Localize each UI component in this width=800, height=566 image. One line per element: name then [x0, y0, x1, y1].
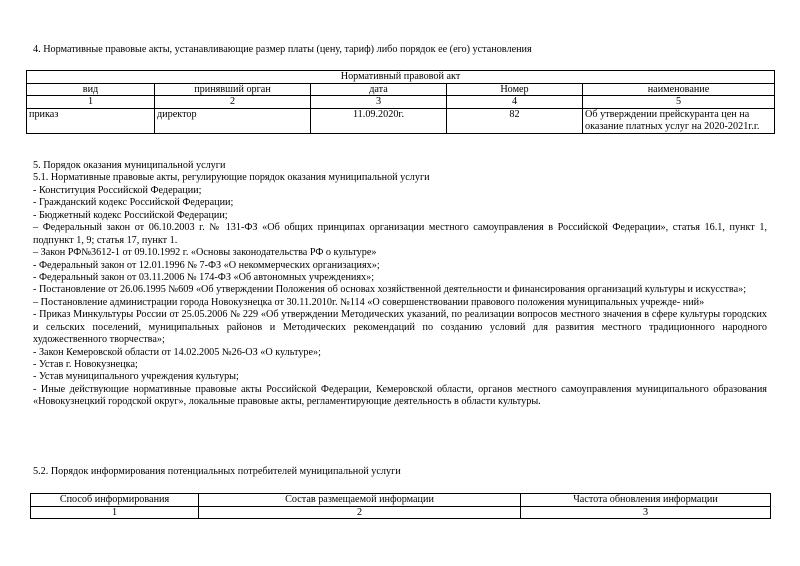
column-header: наименование	[583, 83, 775, 96]
fee-acts-table	[26, 70, 775, 134]
table-number-row	[31, 506, 771, 519]
list-item: – Федеральный закон от 06.10.2003 г. № 131-ФЗ «Об общих принципах организации местного самоуправления в Российской Федерации», статья 16.1, пункт 1, подпункт 1, 9; статья 17, пункт 1.	[33, 222, 767, 246]
list-item: - Федеральный закон от 03.11.2006 № 174-ФЗ «Об автономных учреждениях»;	[33, 271, 375, 283]
table-header-row	[27, 83, 775, 96]
column-number: 3	[521, 506, 771, 519]
table-cell: 82	[447, 109, 583, 133]
list-item: - Конституция Российской Федерации;	[33, 184, 202, 196]
section-5-2-heading: 5.2. Порядок информирования потенциальных потребителей муниципальной услуги	[33, 466, 401, 477]
column-header: Способ информирования	[31, 494, 199, 507]
list-item: - Устав г. Новокузнецка;	[33, 359, 138, 370]
list-item: – Постановление администрации города Новокузнецка от 30.11.2010г. №114 «О совершенствовании правового положения муниципальных учрежде- ний»	[33, 296, 705, 308]
column-header: вид	[27, 83, 155, 96]
section-4-heading: 4. Нормативные правовые акты, устанавливающие размер платы (цену, тариф) либо порядок ее (его) установления	[33, 44, 532, 55]
list-item: - Постановление от 26.06.1995 №609 «Об утверждении Положения об основах хозяйственной деятельности и финансирования организаций культуры и искусства»;	[33, 284, 747, 296]
column-number: 3	[311, 96, 447, 109]
column-number: 4	[447, 96, 583, 109]
list-item: - Гражданский кодекс Российской Федерации;	[33, 197, 234, 209]
table-cell: директор	[155, 109, 311, 133]
column-number: 1	[31, 506, 199, 519]
column-header: дата	[311, 83, 447, 96]
column-header: принявший орган	[155, 83, 311, 96]
informing-table	[30, 493, 771, 519]
table-header-row	[31, 494, 771, 507]
list-item: – Закон РФ№3612-1 от 09.10.1992 г. «Основы законодательства РФ о культуре»	[33, 247, 377, 259]
list-item: - Федеральный закон от 12.01.1996 № 7-ФЗ «О некоммерческих организациях»;	[33, 259, 380, 271]
column-header: Номер	[447, 83, 583, 96]
table-group-header: Нормативный правовой акт	[27, 71, 775, 84]
table-cell: приказ	[27, 109, 155, 133]
column-number: 1	[27, 96, 155, 109]
section-5	[33, 160, 767, 409]
table-group-header-row	[27, 71, 775, 84]
column-header: Частота обновления информации	[521, 494, 771, 507]
table-number-row	[27, 96, 775, 109]
list-item: - Бюджетный кодекс Российской Федерации;	[33, 209, 228, 221]
list-item: - Иные действующие нормативные правовые акты Российской Федерации, Кемеровской области, органов местного самоуправления муниципального образования «Новокузнецкий городской округ», локальные правовые акты, регламентирующие деятельность в области культуры.	[33, 383, 767, 408]
column-number: 5	[583, 96, 775, 109]
table-cell: Об утверждении прейскуранта цен на оказание платных услуг на 2020-2021г.г.	[583, 109, 775, 133]
table-row	[27, 109, 775, 133]
column-header: Состав размещаемой информации	[199, 494, 521, 507]
section-5-heading: 5. Порядок оказания муниципальной услуги	[33, 160, 226, 171]
column-number: 2	[155, 96, 311, 109]
table-cell: 11.09.2020г.	[311, 109, 447, 133]
section-5-1-heading: 5.1. Нормативные правовые акты, регулирующие порядок оказания муниципальной услуги	[33, 172, 430, 184]
list-item: - Приказ Минкультуры России от 25.05.2006 № 229 «Об утверждении Методических указаний, по реализации вопросов местного значения в сфере культуры городских и сельских поселений, муниципальных районов и Методических рекомендаций по созданию условий для развития местного традиционного народного художественного творчества»;	[33, 309, 767, 346]
list-item: - Устав муниципального учреждения культуры;	[33, 371, 239, 383]
list-item: - Закон Кемеровской области от 14.02.2005 №26-ОЗ «О культуре»;	[33, 346, 321, 358]
column-number: 2	[199, 506, 521, 519]
